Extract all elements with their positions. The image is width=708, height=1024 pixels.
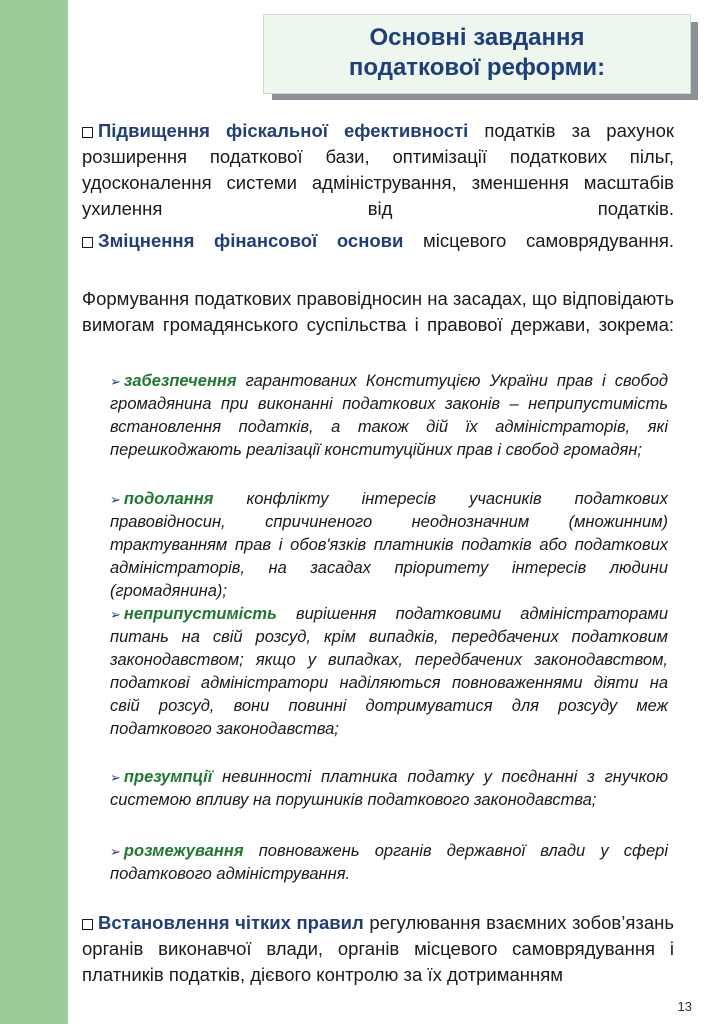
checkbox-bullet-icon	[82, 127, 93, 138]
paragraph-tax-relations	[82, 286, 674, 364]
paragraph-text: регулювання взаємних зобов’язань органів виконавчої влади, органів місцевого самоврядування і платників податків, дієвого контролю за їх дотриманням	[82, 912, 674, 985]
item-text: вирішення податковими адміністраторами питань на свій розсуд, крім випадків, передбачених податковим законодавством; якщо у випадках, передбачених законодавством, податкові адміністратори наділяються повноваженнями діяти на свій розсуд, вони повинні дотримуватися для розсуду меж податкового законодавства;	[110, 605, 668, 738]
list-item	[110, 603, 668, 741]
item-text: невинності платника податку у поєднанні з гнучкою системою впливу на порушників податкового законодавства;	[110, 768, 668, 809]
title-line-2: податкової реформи:	[348, 54, 606, 81]
paragraph-clear-rules	[82, 910, 674, 988]
arrow-bullet-icon: ➢	[110, 844, 121, 859]
item-keyword: неприпустимість	[123, 605, 277, 623]
paragraph-text: місцевого самоврядування.	[403, 230, 674, 251]
item-text: гарантованих Конституцією України прав і свобод громадянина при виконанні податкових законів – неприпустимість встановлення податків, а також дій їх адміністраторів, які перешкоджають реалізації конституційних прав і свобод громадян;	[110, 372, 668, 459]
item-text: повноважень органів державної влади у сфері податкового адміністрування.	[110, 842, 668, 883]
title-line-1: Основні завдання	[369, 24, 585, 51]
checkbox-bullet-icon	[82, 237, 93, 248]
arrow-bullet-icon: ➢	[110, 770, 121, 785]
item-keyword: розмежування	[123, 842, 244, 860]
arrow-bullet-icon: ➢	[110, 374, 121, 389]
paragraph-highlight: Зміцнення фінансової основи	[98, 230, 404, 251]
paragraph-local-finance	[82, 228, 674, 280]
arrow-bullet-icon: ➢	[110, 492, 121, 507]
item-keyword: подолання	[123, 490, 214, 508]
item-keyword: презумпції	[123, 768, 213, 786]
item-keyword: забезпечення	[123, 372, 237, 390]
paragraph-text: Формування податкових правовідносин на засадах, що відповідають вимогам громадянського суспільства і правової держави, зокрема:	[82, 288, 674, 335]
list-item	[110, 370, 668, 462]
list-item	[110, 488, 668, 603]
page-number: 13	[677, 999, 692, 1014]
list-item	[110, 840, 668, 886]
arrow-bullet-icon: ➢	[110, 607, 121, 622]
page-title	[263, 14, 691, 94]
paragraph-highlight: Встановлення чітких правил	[98, 912, 364, 933]
item-text: конфлікту інтересів учасників податкових правовідносин, спричиненого неоднозначним (множинним) трактуванням прав і обов'язків платників податків або податкових адміністраторів, на засадах пріоритету інтересів людини (громадянина);	[110, 490, 668, 600]
paragraph-highlight: Підвищення фіскальної ефективності	[98, 120, 469, 141]
list-item	[110, 766, 668, 812]
paragraph-text: податків за рахунок розширення податкової бази, оптимізації податкових пільг, удосконалення системи адміністрування, зменшення масштабів ухилення від податків.	[82, 120, 674, 219]
checkbox-bullet-icon	[82, 919, 93, 930]
